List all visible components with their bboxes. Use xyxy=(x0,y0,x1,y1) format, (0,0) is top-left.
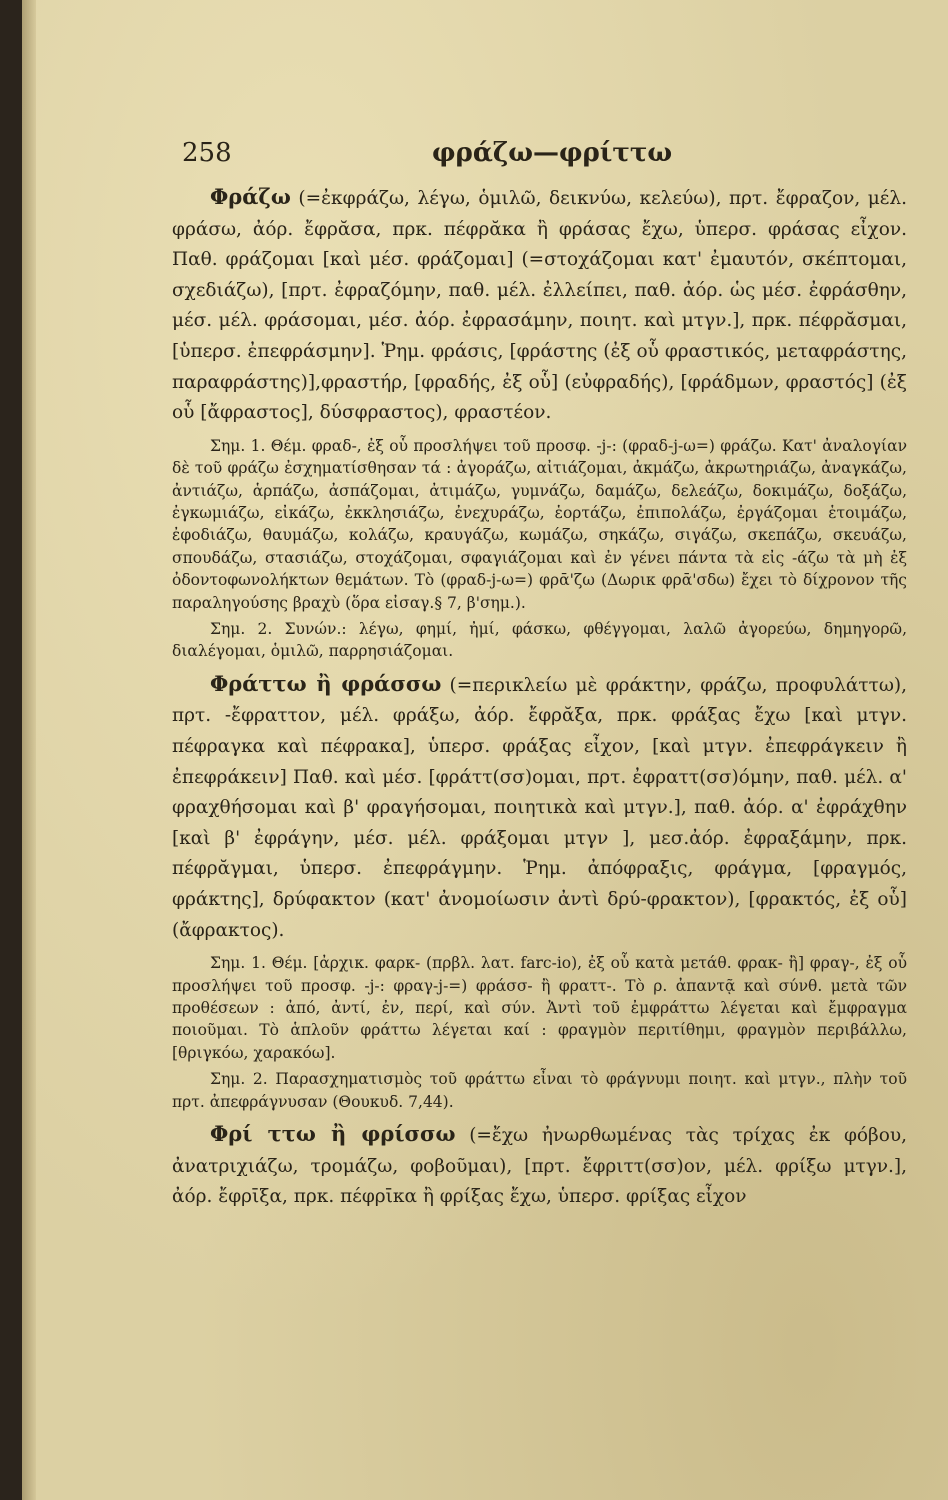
entry-text: (=ἐκφράζω, λέγω, ὁμιλῶ, δεικνύω, κελεύω), πρτ. ἔφραζον, μέλ. φράσω, ἀόρ. ἔφρᾰσα, πρκ. πέφρᾰκα ἢ φράσας ἔχω, ὑπερσ. φράσας εἶχον. Παθ. φράζομαι [καὶ μέσ. φράζομαι] (=στοχάζομαι κατ' ἐμαυτόν, σκέπτομαι, σχεδιάζω), [πρτ. ἐφραζόμην, παθ. μέλ. ἐλλείπει, παθ. ἀόρ. ὡς μέσ. ἐφράσθην, μέσ. μέλ. φράσομαι, μέσ. ἀόρ. ἐφρασάμην, ποιητ. καὶ μτγν.], πρκ. πέφρᾰσμαι, [ὑπερσ. ἐπεφράσμην]. Ῥημ. φράσις, [φράστης (ἐξ οὗ φραστικός, μεταφράστης, παραφράστης)],φραστήρ, [φραδής, ἐξ οὗ] (εὐφραδής), [φράδμων, φραστός] (ἐξ οὗ [ἄφραστος], δύσφραστος), φραστέον. xyxy=(172,188,907,424)
entry-fritto xyxy=(172,1119,907,1213)
entry-text: (=ἔχω ἠνωρθωμένας τὰς τρίχας ἐκ φόβου, ἀνατριχιάζω, τρομάζω, φοβοῦμαι), [πρτ. ἔφριττ(σσ)ον, μέλ. φρίξω μτγν.], ἀόρ. ἔφρῑξα, πρκ. πέφρῑκα ἢ φρίξας ἔχω, ὑπερσ. φρίξας εἶχον xyxy=(172,1125,908,1208)
dictionary-page xyxy=(22,0,948,1500)
entry-lemma: Φράζω xyxy=(210,184,291,209)
note-fratto-2 xyxy=(172,1068,907,1113)
page-header xyxy=(182,138,902,178)
note-text: Σημ. 2. Παρασχηματισμὸς τοῦ φράττω εἶναι τὸ φράγνυμι ποιητ. καὶ μτγν., πλὴν τοῦ πρτ. ἀπεφράγνυσαν (Θουκυδ. 7,44). xyxy=(172,1070,907,1111)
entry-lemma: Φρί ττω ἢ φρίσσω xyxy=(210,1121,456,1146)
note-text: Σημ. 1. Θέμ. [ἀρχικ. φαρκ- (πρβλ. λατ. farc-io), ἐξ οὗ κατὰ μετάθ. φρακ- ἢ] φραγ-, ἐξ οὗ προσλήψει τοῦ προσφ. -j-: φραγ-j-=) φράσσ- ἢ φραττ-. Τὸ ρ. ἀπαντᾷ καὶ σύνθ. μετὰ τῶν προθέσεων : ἀπό, ἀντί, ἐν, περί, καὶ σύν. Ἀντὶ τοῦ ἐμφράττω λέγεται καὶ ἔμφραγμα ποιοῦμαι. Τὸ ἁπλοῦν φράττω λέγεται καί : φραγμὸν περιτίθημι, φραγμὸν περιβάλλω, [θριγκόω, χαρακόω]. xyxy=(172,954,907,1062)
note-fratto-1 xyxy=(172,952,907,1064)
entry-frazo xyxy=(172,182,907,429)
entry-fratto xyxy=(172,669,907,946)
entry-text: (=περικλείω μὲ φράκτην, φράζω, προφυλάττω), πρτ. -ἔφραττον, μέλ. φράξω, ἀόρ. ἔφρᾰξα, πρκ. φράξας ἔχω [καὶ μτγν. πέφραγκα καὶ πέφρακα], ὑπερσ. φράξας εἶχον, [καὶ μτγν. ἐπεφράγκειν ἢ ἐπεφράκειν] Παθ. καὶ μέσ. [φράττ(σσ)ομαι, πρτ. ἐφραττ(σσ)όμην, παθ. μέλ. α' φραχθήσομαι καὶ β' φραγήσομαι, ποιητικὰ καὶ μτγν.], παθ. ἀόρ. α' ἐφράχθην [καὶ β' ἐφράγην, μέσ. μέλ. φράξομαι μτγν ], μεσ.ἀόρ. ἐφραξάμην, πρκ. πέφρᾰγμαι, ὑπερσ. ἐπεφράγμην. Ῥημ. ἀπόφραξις, φράγμα, [φραγμός, φράκτης], δρύφακτον (κατ' ἀνομοίωσιν ἀντὶ δρύ-φρακτον), [φρακτός, ἐξ οὗ] (ἄφρακτος). xyxy=(172,674,907,941)
entry-lemma: Φράττω ἢ φράσσω xyxy=(210,670,442,696)
page-content xyxy=(172,182,907,1213)
note-frazo-1 xyxy=(172,435,907,614)
note-frazo-2 xyxy=(172,618,907,663)
note-text: Σημ. 1. Θέμ. φραδ-, ἐξ οὗ προσλήψει τοῦ προσφ. -j-: (φραδ-j-ω=) φράζω. Κατ' ἀναλογίαν δὲ τοῦ φράζω ἐσχηματίσθησαν τά : ἀγοράζω, αἰτιάζομαι, ἀκμάζω, ἀκρωτηριάζω, ἀναγκάζω, ἀντιάζω, ἁρπάζω, ἀσπάζομαι, ἀτιμάζω, γυμνάζω, δαμάζω, δελεάζω, δοκιμάζω, δοξάζω, ἐγκωμιάζω, εἰκάζω, ἐκκλησιάζω, ἐνεχυράζω, ἑορτάζω, ἐπιπολάζω, ἐργάζομαι ἑτοιμάζω, ἐφοδιάζω, θαυμάζω, κολάζω, κραυγάζω, κωμάζω, σηκάζω, σιγάζω, σκεπάζω, σκευάζω, σπουδάζω, στασιάζω, στοχάζομαι, σφαγιάζομαι καὶ ἐν γένει πάντα τὰ εἰς -άζω τὰ μὴ ἐξ ὀδοντοφωνολήκτων θεμάτων. Τὸ (φραδ-j-ω=) φρᾱ'ζω (Δωρικ φρᾱ'σδω) ἔχει τὸ δίχρονον τῆς παραληγούσης βραχὺ (ὅρα εἰσαγ.§ 7, β'σημ.). xyxy=(172,436,907,612)
running-head: φράζω—φρίττω xyxy=(432,138,673,168)
page-edge-shadow xyxy=(22,0,36,1500)
page-number: 258 xyxy=(182,138,232,168)
note-text: Σημ. 2. Συνών.: λέγω, φημί, ἠμί, φάσκω, φθέγγομαι, λαλῶ ἀγορεύω, δημηγορῶ, διαλέγομαι, ὁμιλῶ, παρρησιάζομαι. xyxy=(172,620,907,661)
